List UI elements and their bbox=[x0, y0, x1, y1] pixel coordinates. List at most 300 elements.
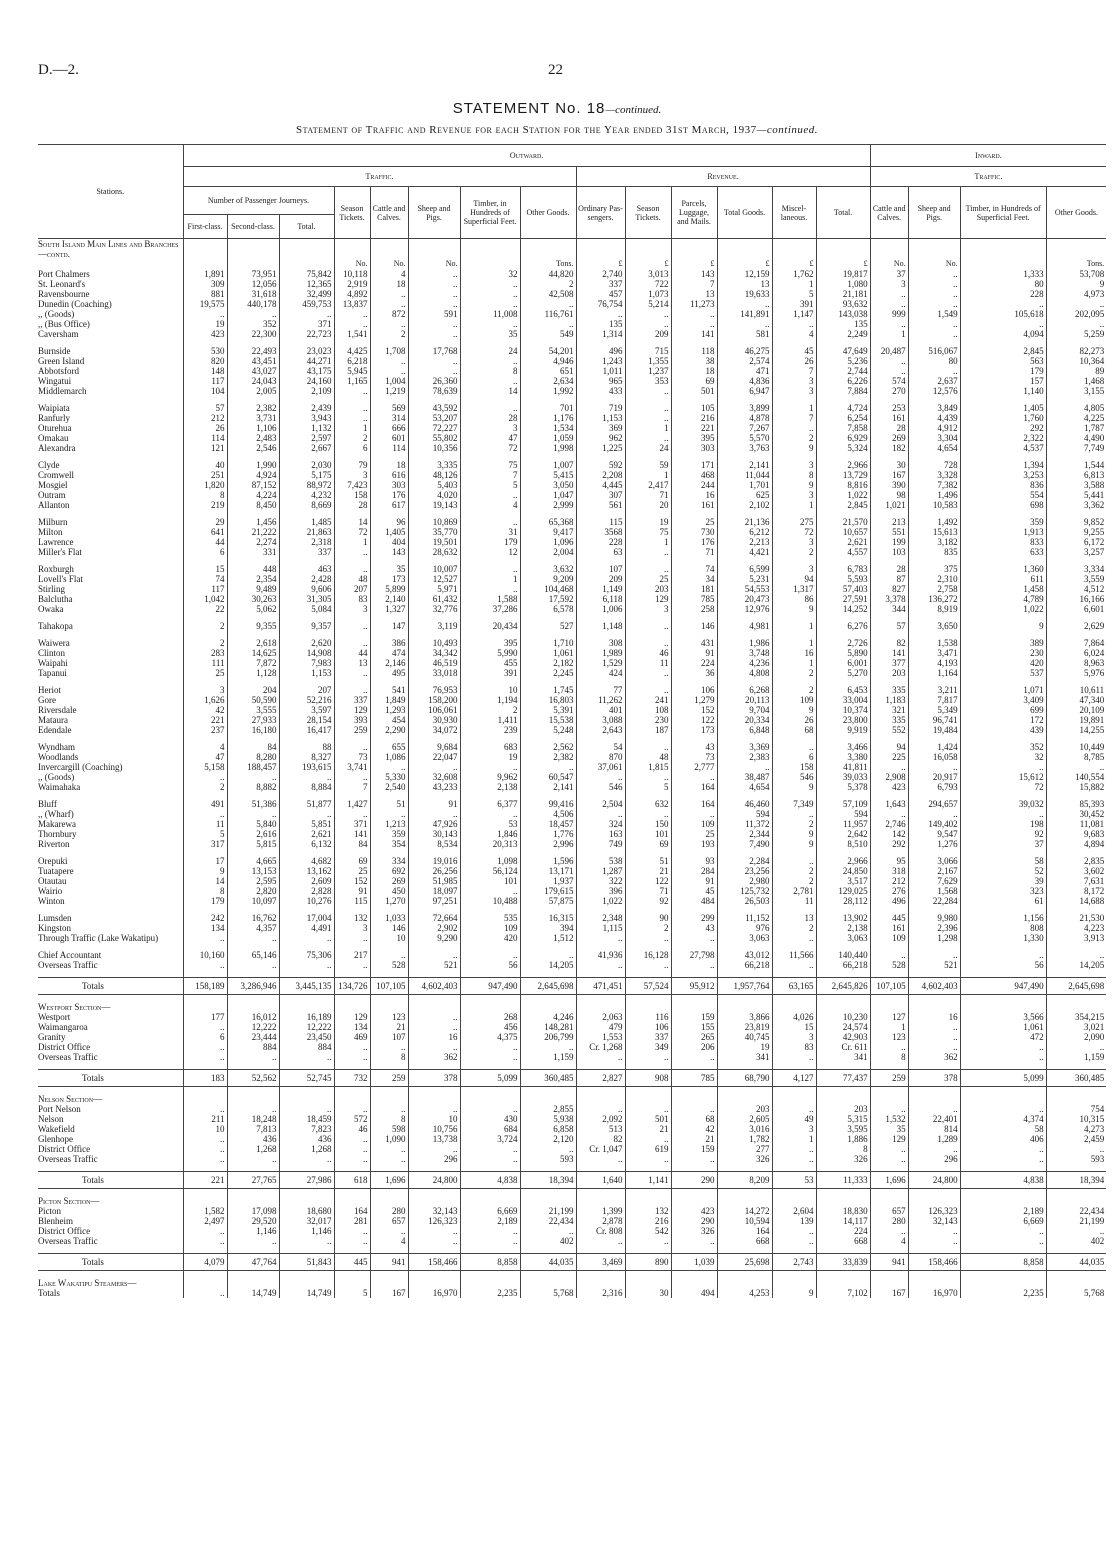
spacer-cell bbox=[279, 849, 334, 856]
data-cell: 37,286 bbox=[460, 604, 520, 614]
data-cell: .. bbox=[370, 1144, 408, 1154]
table-row bbox=[38, 1206, 1106, 1216]
data-cell: 14,908 bbox=[279, 648, 334, 658]
spacer-cell bbox=[183, 735, 227, 742]
spacer-cell bbox=[625, 1164, 671, 1172]
data-cell: 2,845 bbox=[816, 500, 870, 510]
data-cell: 8 bbox=[183, 886, 227, 896]
data-cell: 1,071 bbox=[960, 685, 1046, 695]
data-cell: 16,762 bbox=[227, 913, 279, 923]
spacer-cell bbox=[772, 792, 816, 799]
data-cell: .. bbox=[908, 809, 960, 819]
data-cell: 2,182 bbox=[520, 658, 576, 668]
data-cell: .. bbox=[334, 933, 370, 943]
spacer-cell bbox=[279, 614, 334, 621]
empty-cell bbox=[460, 1094, 520, 1104]
data-cell: 52,216 bbox=[279, 695, 334, 705]
data-cell: 56 bbox=[960, 960, 1046, 970]
empty-cell bbox=[183, 239, 227, 260]
data-cell: 8,450 bbox=[227, 500, 279, 510]
data-cell: 179,615 bbox=[520, 886, 576, 896]
data-cell: 2,966 bbox=[816, 460, 870, 470]
data-cell: 881 bbox=[183, 289, 227, 299]
spacer-cell bbox=[816, 1164, 870, 1172]
data-cell: 3,471 bbox=[908, 648, 960, 658]
spacer-cell bbox=[520, 631, 576, 638]
data-cell: 121 bbox=[183, 443, 227, 453]
data-cell: 217 bbox=[334, 950, 370, 960]
data-cell: 35,770 bbox=[408, 527, 460, 537]
data-cell: 8,327 bbox=[279, 752, 334, 762]
data-cell: 221 bbox=[183, 1172, 227, 1189]
data-cell: 1,268 bbox=[227, 1144, 279, 1154]
data-cell: 12,576 bbox=[908, 386, 960, 396]
data-cell: 37,061 bbox=[576, 762, 625, 772]
data-cell: 6,212 bbox=[717, 527, 772, 537]
spacer-cell bbox=[370, 995, 408, 1003]
spacer-cell bbox=[520, 970, 576, 978]
data-cell: 2,382 bbox=[520, 752, 576, 762]
spacer-cell bbox=[334, 1087, 370, 1095]
data-cell: 3 bbox=[334, 923, 370, 933]
data-cell: .. bbox=[576, 809, 625, 819]
data-cell: 5,768 bbox=[1046, 1288, 1106, 1298]
data-cell: 13,162 bbox=[279, 866, 334, 876]
data-cell: 22,300 bbox=[227, 329, 279, 339]
data-cell: .. bbox=[183, 1104, 227, 1114]
data-cell: 471,451 bbox=[576, 978, 625, 995]
empty-cell bbox=[279, 1094, 334, 1104]
spacer-cell bbox=[870, 1087, 908, 1095]
data-cell: 19 bbox=[183, 319, 227, 329]
spacer-row bbox=[38, 510, 1106, 517]
spacer-cell bbox=[408, 735, 460, 742]
empty-cell bbox=[576, 1094, 625, 1104]
data-cell: 228 bbox=[576, 537, 625, 547]
data-cell: 239 bbox=[460, 725, 520, 735]
spacer-cell bbox=[576, 1087, 625, 1095]
data-cell: 431 bbox=[671, 638, 717, 648]
data-cell: .. bbox=[576, 933, 625, 943]
table-row bbox=[38, 433, 1106, 443]
data-cell: .. bbox=[772, 1144, 816, 1154]
data-cell: 11,372 bbox=[717, 819, 772, 829]
data-cell: 3,380 bbox=[816, 752, 870, 762]
data-cell: .. bbox=[408, 1236, 460, 1246]
data-cell: 2,595 bbox=[227, 876, 279, 886]
spacer-cell bbox=[38, 396, 183, 403]
spacer-cell bbox=[183, 678, 227, 685]
spacer-cell bbox=[816, 849, 870, 856]
data-cell: 445 bbox=[870, 913, 908, 923]
spacer-cell bbox=[671, 339, 717, 346]
data-cell: .. bbox=[908, 329, 960, 339]
data-cell: 23,819 bbox=[717, 1022, 772, 1032]
header-miscellaneous: Miscel-laneous. bbox=[772, 187, 816, 239]
spacer-cell bbox=[520, 792, 576, 799]
table-row bbox=[38, 1022, 1106, 1032]
data-cell: 1,279 bbox=[671, 695, 717, 705]
data-cell: 2,235 bbox=[460, 1288, 520, 1298]
data-cell: 5,890 bbox=[816, 648, 870, 658]
data-cell: 43,233 bbox=[408, 782, 460, 792]
data-cell: 2,726 bbox=[816, 638, 870, 648]
station-name: Picton bbox=[38, 1206, 62, 1216]
spacer-cell bbox=[227, 1164, 279, 1172]
data-cell: 11,262 bbox=[576, 695, 625, 705]
header-total-journeys: Total. bbox=[279, 215, 334, 239]
data-cell: 48 bbox=[625, 752, 671, 762]
data-cell: 501 bbox=[671, 386, 717, 396]
spacer-cell bbox=[1046, 510, 1106, 517]
data-cell: 25 bbox=[183, 668, 227, 678]
data-cell: 47,764 bbox=[227, 1254, 279, 1271]
spacer-cell bbox=[408, 614, 460, 621]
spacer-cell bbox=[960, 792, 1046, 799]
spacer-cell bbox=[576, 453, 625, 460]
data-cell: 164 bbox=[334, 1206, 370, 1216]
data-cell: 209 bbox=[625, 329, 671, 339]
data-cell: 6 bbox=[334, 443, 370, 453]
data-cell: 4,838 bbox=[960, 1172, 1046, 1189]
data-cell: 1,073 bbox=[625, 289, 671, 299]
data-cell: 4,253 bbox=[717, 1288, 772, 1298]
data-cell: .. bbox=[625, 1236, 671, 1246]
spacer-cell bbox=[334, 1062, 370, 1070]
data-cell: 292 bbox=[960, 423, 1046, 433]
data-cell: 27,765 bbox=[227, 1172, 279, 1189]
spacer-cell bbox=[183, 1087, 227, 1095]
data-cell: 29,520 bbox=[227, 1216, 279, 1226]
data-cell: 90 bbox=[625, 913, 671, 923]
spacer-cell bbox=[870, 396, 908, 403]
data-cell: .. bbox=[908, 950, 960, 960]
data-cell: .. bbox=[908, 762, 960, 772]
data-cell: 551 bbox=[870, 527, 908, 537]
data-cell: 436 bbox=[227, 1134, 279, 1144]
data-cell: 34,072 bbox=[408, 725, 460, 735]
spacer-row bbox=[38, 339, 1106, 346]
data-cell: 167 bbox=[870, 1288, 908, 1298]
data-cell: 976 bbox=[717, 923, 772, 933]
data-cell: 1 bbox=[334, 537, 370, 547]
empty-cell bbox=[279, 1002, 334, 1012]
data-cell: 6,172 bbox=[1046, 537, 1106, 547]
data-cell: 1,849 bbox=[370, 695, 408, 705]
data-cell: 22,723 bbox=[279, 329, 334, 339]
data-cell: 176 bbox=[370, 490, 408, 500]
data-cell: 14,255 bbox=[1046, 725, 1106, 735]
station-name: Waipahi bbox=[38, 658, 68, 668]
spacer-cell bbox=[717, 1164, 772, 1172]
spacer-cell bbox=[772, 943, 816, 950]
data-cell: 18,680 bbox=[279, 1206, 334, 1216]
data-cell: 127 bbox=[870, 1012, 908, 1022]
data-cell: 495 bbox=[370, 668, 408, 678]
data-cell: .. bbox=[460, 356, 520, 366]
data-cell: 2,637 bbox=[908, 376, 960, 386]
data-cell: 5,062 bbox=[227, 604, 279, 614]
statement-title-text: STATEMENT No. 18 bbox=[452, 100, 606, 117]
data-cell: 14,117 bbox=[816, 1216, 870, 1226]
data-cell: 870 bbox=[576, 752, 625, 762]
spacer-cell bbox=[671, 735, 717, 742]
spacer-cell bbox=[671, 995, 717, 1003]
data-cell: .. bbox=[370, 762, 408, 772]
data-cell: 12,365 bbox=[279, 279, 334, 289]
data-cell: 23,023 bbox=[279, 346, 334, 356]
data-cell: 5,231 bbox=[717, 574, 772, 584]
data-cell: 395 bbox=[460, 638, 520, 648]
data-cell: .. bbox=[625, 564, 671, 574]
data-cell: 5,270 bbox=[816, 668, 870, 678]
data-cell: 87,152 bbox=[227, 480, 279, 490]
data-cell: 1,194 bbox=[460, 695, 520, 705]
data-cell: 552 bbox=[870, 725, 908, 735]
data-cell: 1,399 bbox=[576, 1206, 625, 1216]
data-cell: 1,132 bbox=[279, 423, 334, 433]
spacer-cell bbox=[870, 453, 908, 460]
spacer-cell bbox=[38, 943, 183, 950]
data-cell: 14 bbox=[183, 876, 227, 886]
data-cell: 572 bbox=[334, 1114, 370, 1124]
data-cell: 55,802 bbox=[408, 433, 460, 443]
data-cell: 7,872 bbox=[227, 658, 279, 668]
data-cell: 24,800 bbox=[908, 1172, 960, 1189]
spacer-cell bbox=[870, 1271, 908, 1279]
section-heading: Westport Section— bbox=[38, 1002, 111, 1012]
data-cell: 1,512 bbox=[520, 933, 576, 943]
data-cell: 9,962 bbox=[460, 772, 520, 782]
station-name: Invercargill (Coaching) bbox=[38, 762, 123, 772]
spacer-cell bbox=[183, 1246, 227, 1254]
data-cell: 123 bbox=[370, 1012, 408, 1022]
station-name: Riversdale bbox=[38, 705, 77, 715]
data-cell: 241 bbox=[625, 695, 671, 705]
data-cell: 8,209 bbox=[717, 1172, 772, 1189]
data-cell: .. bbox=[370, 289, 408, 299]
data-cell: 17,592 bbox=[520, 594, 576, 604]
data-cell: 377 bbox=[870, 658, 908, 668]
spacer-row bbox=[38, 1271, 1106, 1279]
data-cell: 18 bbox=[370, 279, 408, 289]
empty-cell bbox=[908, 1278, 960, 1288]
spacer-cell bbox=[38, 453, 183, 460]
data-cell: 3,899 bbox=[717, 403, 772, 413]
spacer-cell bbox=[816, 1271, 870, 1279]
data-cell: .. bbox=[671, 772, 717, 782]
data-cell: 2,746 bbox=[870, 819, 908, 829]
data-cell: 1,149 bbox=[576, 584, 625, 594]
data-cell: 598 bbox=[370, 1124, 408, 1134]
empty-cell bbox=[370, 1002, 408, 1012]
data-cell: 2,616 bbox=[227, 829, 279, 839]
station-name: Gore bbox=[38, 695, 56, 705]
totals-row bbox=[38, 1070, 1106, 1087]
spacer-cell bbox=[334, 906, 370, 913]
data-cell: 158,189 bbox=[183, 978, 227, 995]
spacer-cell bbox=[908, 396, 960, 403]
data-cell: 4,020 bbox=[408, 490, 460, 500]
data-cell: 4,026 bbox=[772, 1012, 816, 1022]
section-heading: Picton Section— bbox=[38, 1196, 100, 1206]
data-cell: 13,837 bbox=[334, 299, 370, 309]
table-row bbox=[38, 1114, 1106, 1124]
data-cell: 326 bbox=[671, 1226, 717, 1236]
data-cell: 401 bbox=[576, 705, 625, 715]
empty-cell bbox=[183, 1196, 227, 1206]
data-cell: 3 bbox=[772, 460, 816, 470]
data-cell: 10,449 bbox=[1046, 742, 1106, 752]
empty-cell bbox=[227, 239, 279, 260]
data-cell: 5,403 bbox=[408, 480, 460, 490]
spacer-cell bbox=[334, 557, 370, 564]
header-passenger-journeys: Number of Passenger Journeys. bbox=[183, 187, 334, 215]
data-cell: 98 bbox=[870, 490, 908, 500]
data-cell: 2,284 bbox=[717, 856, 772, 866]
station-name: Westport bbox=[38, 1012, 71, 1022]
data-cell: 42,508 bbox=[520, 289, 576, 299]
station-name: Totals bbox=[38, 1254, 183, 1271]
data-cell: 3 bbox=[870, 279, 908, 289]
data-cell: .. bbox=[334, 809, 370, 819]
spacer-cell bbox=[671, 678, 717, 685]
spacer-cell bbox=[370, 614, 408, 621]
section-row bbox=[38, 1002, 1106, 1012]
data-cell: 657 bbox=[870, 1206, 908, 1216]
spacer-cell bbox=[520, 453, 576, 460]
data-cell: 2,618 bbox=[227, 638, 279, 648]
data-cell: 213 bbox=[870, 517, 908, 527]
data-cell: 5 bbox=[334, 1288, 370, 1298]
spacer-cell bbox=[960, 1189, 1046, 1197]
data-cell: 8,963 bbox=[1046, 658, 1106, 668]
data-cell: 74 bbox=[671, 564, 717, 574]
empty-cell bbox=[671, 1094, 717, 1104]
data-cell: 528 bbox=[370, 960, 408, 970]
data-cell: 10,657 bbox=[816, 527, 870, 537]
spacer-cell bbox=[870, 557, 908, 564]
empty-cell bbox=[279, 1278, 334, 1288]
data-cell: 1,582 bbox=[183, 1206, 227, 1216]
data-cell: 47,340 bbox=[1046, 695, 1106, 705]
data-cell: 296 bbox=[408, 1154, 460, 1164]
data-cell: 109 bbox=[870, 933, 908, 943]
data-cell: .. bbox=[408, 356, 460, 366]
data-cell: .. bbox=[908, 1022, 960, 1032]
data-cell: 28,632 bbox=[408, 547, 460, 557]
data-cell: 1,424 bbox=[908, 742, 960, 752]
empty-cell bbox=[816, 239, 870, 260]
data-cell: 117 bbox=[183, 584, 227, 594]
section-row bbox=[38, 1278, 1106, 1288]
data-cell: 3,741 bbox=[334, 762, 370, 772]
units-cell: No. bbox=[908, 259, 960, 269]
table-row bbox=[38, 604, 1106, 614]
spacer-cell bbox=[520, 943, 576, 950]
data-cell: 33,018 bbox=[408, 668, 460, 678]
spacer-cell bbox=[460, 396, 520, 403]
spacer-cell bbox=[870, 1062, 908, 1070]
data-cell: 107,105 bbox=[870, 978, 908, 995]
data-cell: 9 bbox=[772, 1288, 816, 1298]
data-cell: .. bbox=[1046, 762, 1106, 772]
spacer-cell bbox=[183, 339, 227, 346]
spacer-cell bbox=[908, 1087, 960, 1095]
spacer-cell bbox=[816, 339, 870, 346]
data-cell: 4,665 bbox=[227, 856, 279, 866]
data-cell: 177 bbox=[183, 1012, 227, 1022]
data-cell: 337 bbox=[334, 695, 370, 705]
data-cell: 164 bbox=[671, 799, 717, 809]
data-cell: 290 bbox=[671, 1172, 717, 1189]
data-cell: .. bbox=[960, 1144, 1046, 1154]
data-cell: 484 bbox=[671, 896, 717, 906]
header-season-tickets-revenue: Season Tickets. bbox=[625, 187, 671, 239]
header-inward-sheep: Sheep and Pigs. bbox=[908, 187, 960, 239]
data-cell: 209 bbox=[576, 574, 625, 584]
table-row bbox=[38, 289, 1106, 299]
data-cell: .. bbox=[460, 584, 520, 594]
data-cell: 21,222 bbox=[227, 527, 279, 537]
spacer-cell bbox=[1046, 1062, 1106, 1070]
data-cell: 12,527 bbox=[408, 574, 460, 584]
data-cell: 3,724 bbox=[460, 1134, 520, 1144]
data-cell: 73 bbox=[334, 752, 370, 762]
data-cell: .. bbox=[334, 621, 370, 631]
data-cell: 23,444 bbox=[227, 1032, 279, 1042]
data-cell: .. bbox=[183, 1022, 227, 1032]
spacer-cell bbox=[960, 396, 1046, 403]
data-cell: 129 bbox=[334, 705, 370, 715]
data-cell: 2,667 bbox=[279, 443, 334, 453]
station-name: Cromwell bbox=[38, 470, 74, 480]
data-cell: 5,815 bbox=[227, 839, 279, 849]
spacer-cell bbox=[717, 792, 772, 799]
data-cell: 1,355 bbox=[625, 356, 671, 366]
station-name: Abbotsford bbox=[38, 366, 79, 376]
spacer-cell bbox=[279, 906, 334, 913]
data-cell: 4,439 bbox=[908, 413, 960, 423]
data-cell: .. bbox=[772, 742, 816, 752]
data-cell: .. bbox=[1046, 1226, 1106, 1236]
station-name: Waipiata bbox=[38, 403, 70, 413]
data-cell: 10,160 bbox=[183, 950, 227, 960]
empty-cell bbox=[460, 1196, 520, 1206]
data-cell: 611 bbox=[960, 574, 1046, 584]
data-cell: 259 bbox=[334, 725, 370, 735]
table-row bbox=[38, 1154, 1106, 1164]
data-cell: 11 bbox=[772, 896, 816, 906]
table-row bbox=[38, 1236, 1106, 1246]
empty-cell bbox=[772, 1278, 816, 1288]
station-name: Ranfurly bbox=[38, 413, 70, 423]
empty-cell bbox=[576, 1002, 625, 1012]
data-cell: 2,919 bbox=[334, 279, 370, 289]
data-cell: 52,745 bbox=[279, 1070, 334, 1087]
data-cell: 4,421 bbox=[717, 547, 772, 557]
data-cell: 2,562 bbox=[520, 742, 576, 752]
station-name: Nelson bbox=[38, 1114, 64, 1124]
data-cell: 472 bbox=[960, 1032, 1046, 1042]
spacer-cell bbox=[408, 849, 460, 856]
spacer-cell bbox=[772, 1246, 816, 1254]
data-cell: .. bbox=[460, 279, 520, 289]
spacer-cell bbox=[460, 1087, 520, 1095]
data-cell: 20,434 bbox=[460, 621, 520, 631]
data-cell: 105,618 bbox=[960, 309, 1046, 319]
station-name: Overseas Traffic bbox=[38, 1236, 98, 1246]
